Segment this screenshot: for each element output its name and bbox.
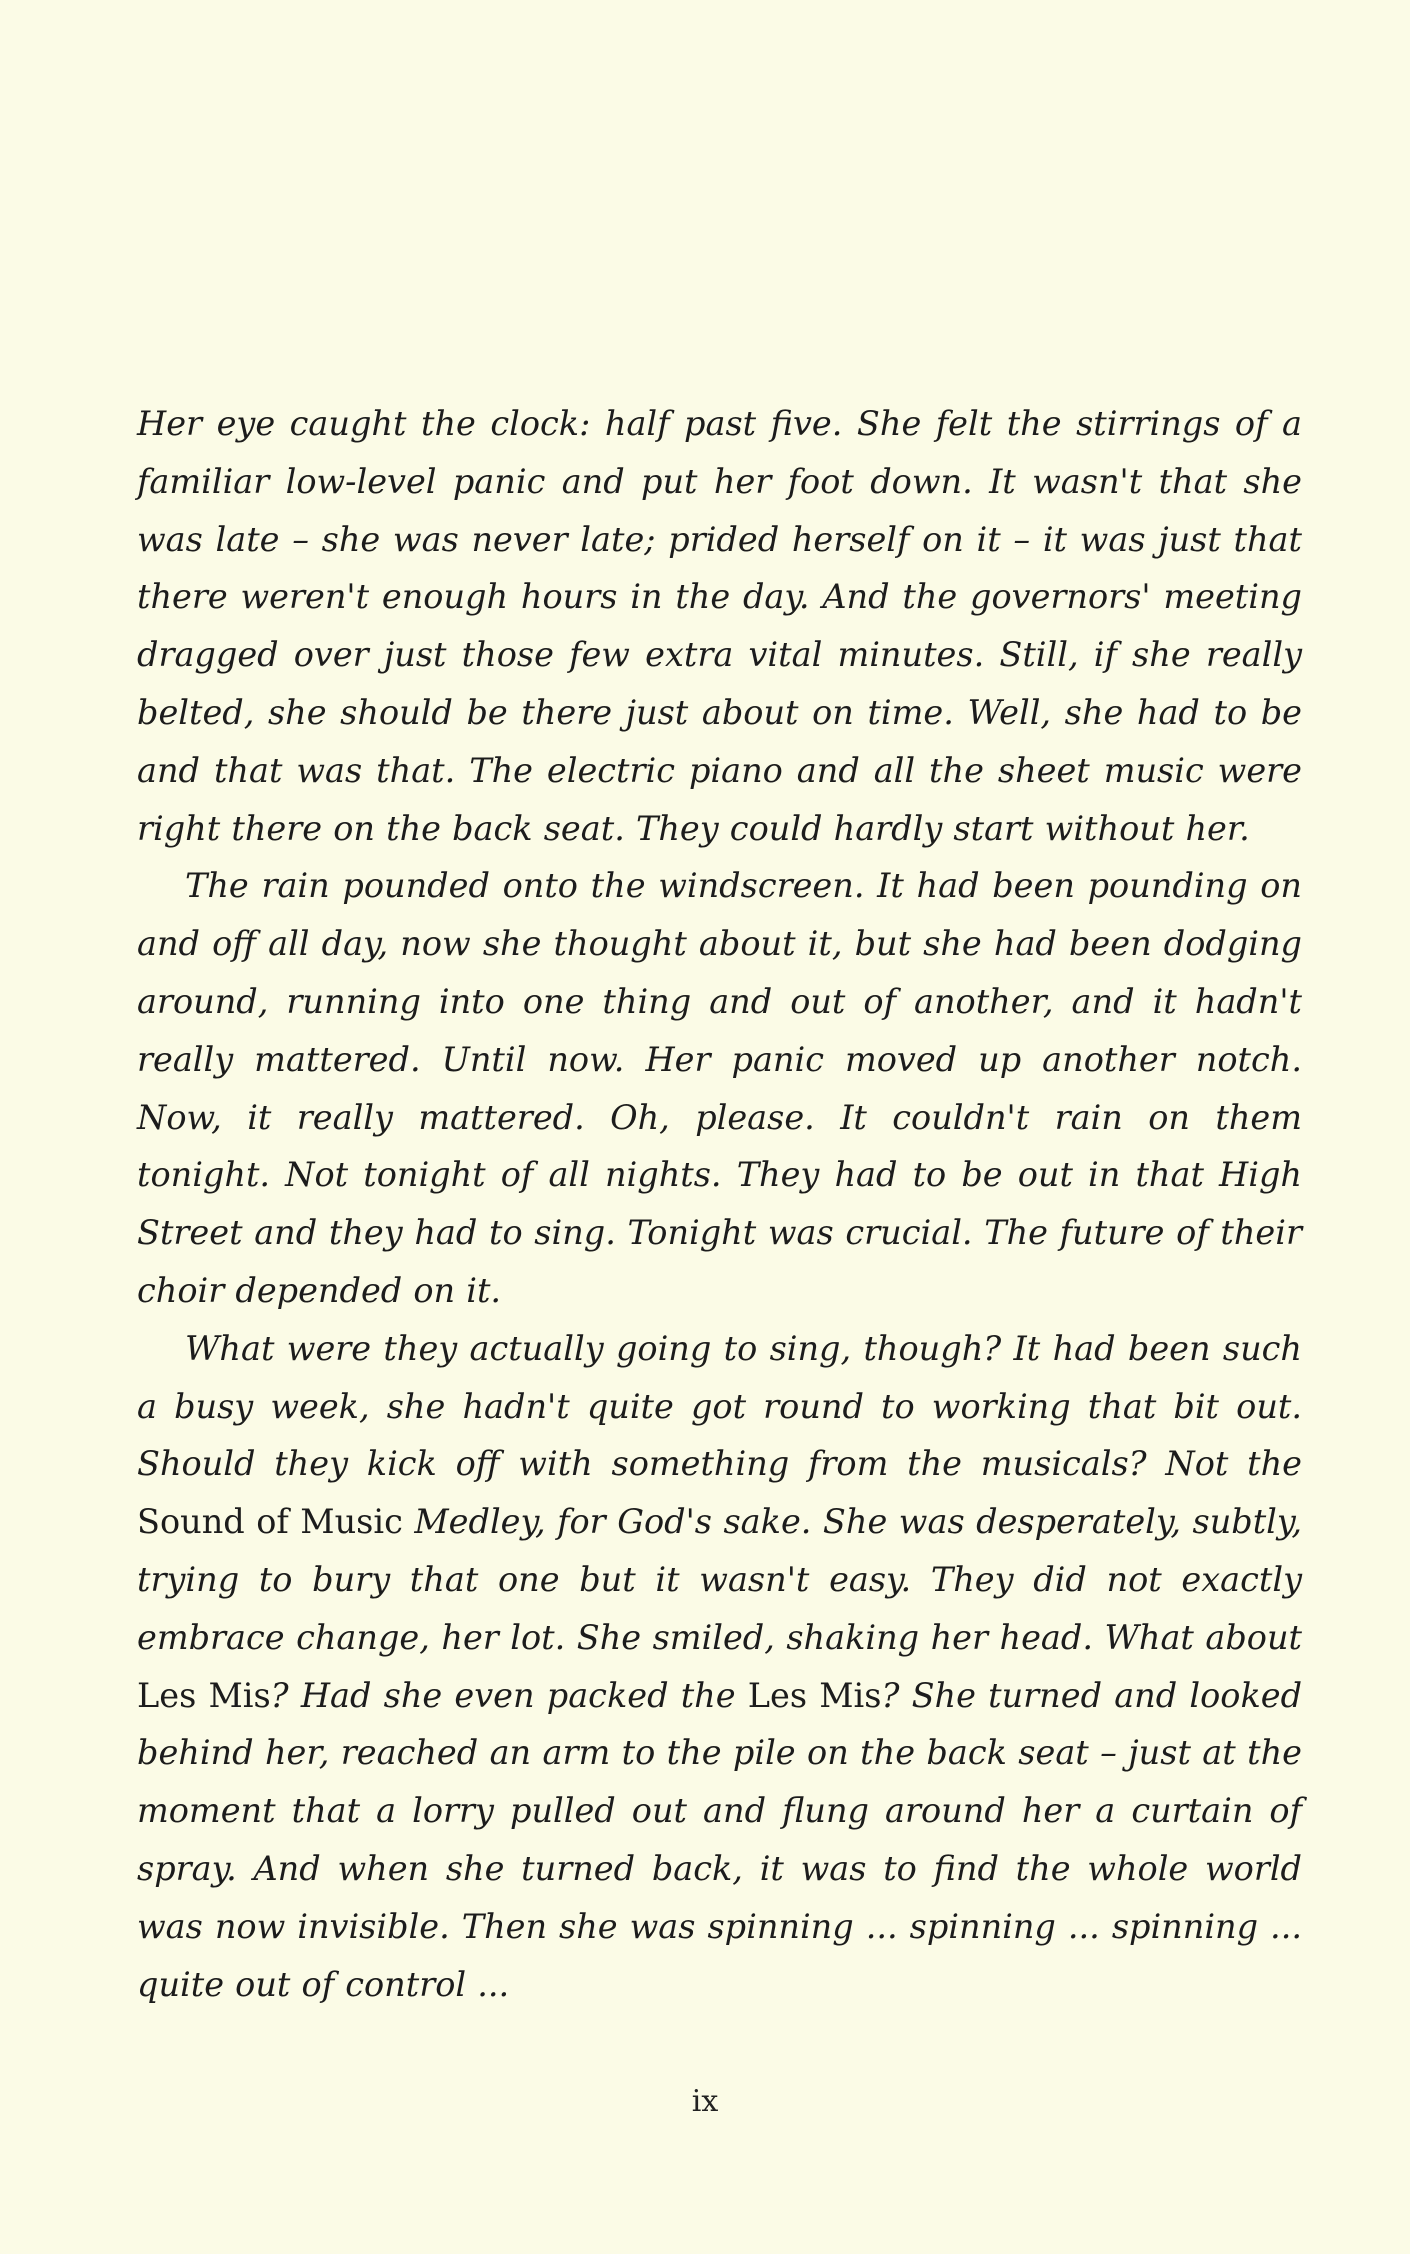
paragraph-2: The rain pounded onto the windscreen. It had been pounding on and off all day, now she thought about it, but she had been dodging around, running into one thing and out of another, and it hadn't really mattered. Until now. Her panic moved up another notch. Now, it really mattered. Oh, please. It couldn't rain on them tonight. Not tonight of all nights. They had to be out in that High Street and they had to sing. Tonight was crucial. The future of their choir depended on it. [137,866,1302,1310]
page-number: ix [691,2084,719,2119]
paragraph-3-text: What were they actually going to sing, though? It had been such a busy week, she hadn't quite got round to working that bit out. Should they kick off with something from the musicals? Not the [137,1328,1302,1484]
title-sound-of-music: Sound of Music [137,1502,403,1542]
title-les-mis: Les Mis [747,1675,882,1715]
paragraph-3-text: ? She turned and looked behind her, reached an arm to the pile on the back seat – just at the moment that a lorry pulled out and flung around her a curtain of spray. And when she turned back, it was to find the whole world was now invisible. Then she was spinning ... spinning ... spinning ... quite out of control ... [137,1675,1303,2004]
body-text [137,395,1302,2013]
title-les-mis: Les Mis [137,1675,271,1715]
paragraph-3-text: ? Had she even packed the [270,1675,748,1715]
paragraph-3 [137,1320,1302,2014]
paragraph-3-text: Medley, for God's sake. She was desperately, subtly, trying to bury that one but it wasn't easy. They did not exactly embrace change, her lot. She smiled, shaking her head. What about [137,1502,1303,1657]
paragraph-1: Her eye caught the clock: half past five. She felt the stirrings of a familiar low-level panic and put her foot down. It wasn't that she was late – she was never late; prided herself on it – it was just that there weren't enough hours in the day. And the governors' meeting dragged over just those few extra vital minutes. Still, if she really belted, she should be there just about on time. Well, she had to be and that was that. The electric piano and all the sheet music were right there on the back seat. They could hardly start without her. [137,404,1302,848]
